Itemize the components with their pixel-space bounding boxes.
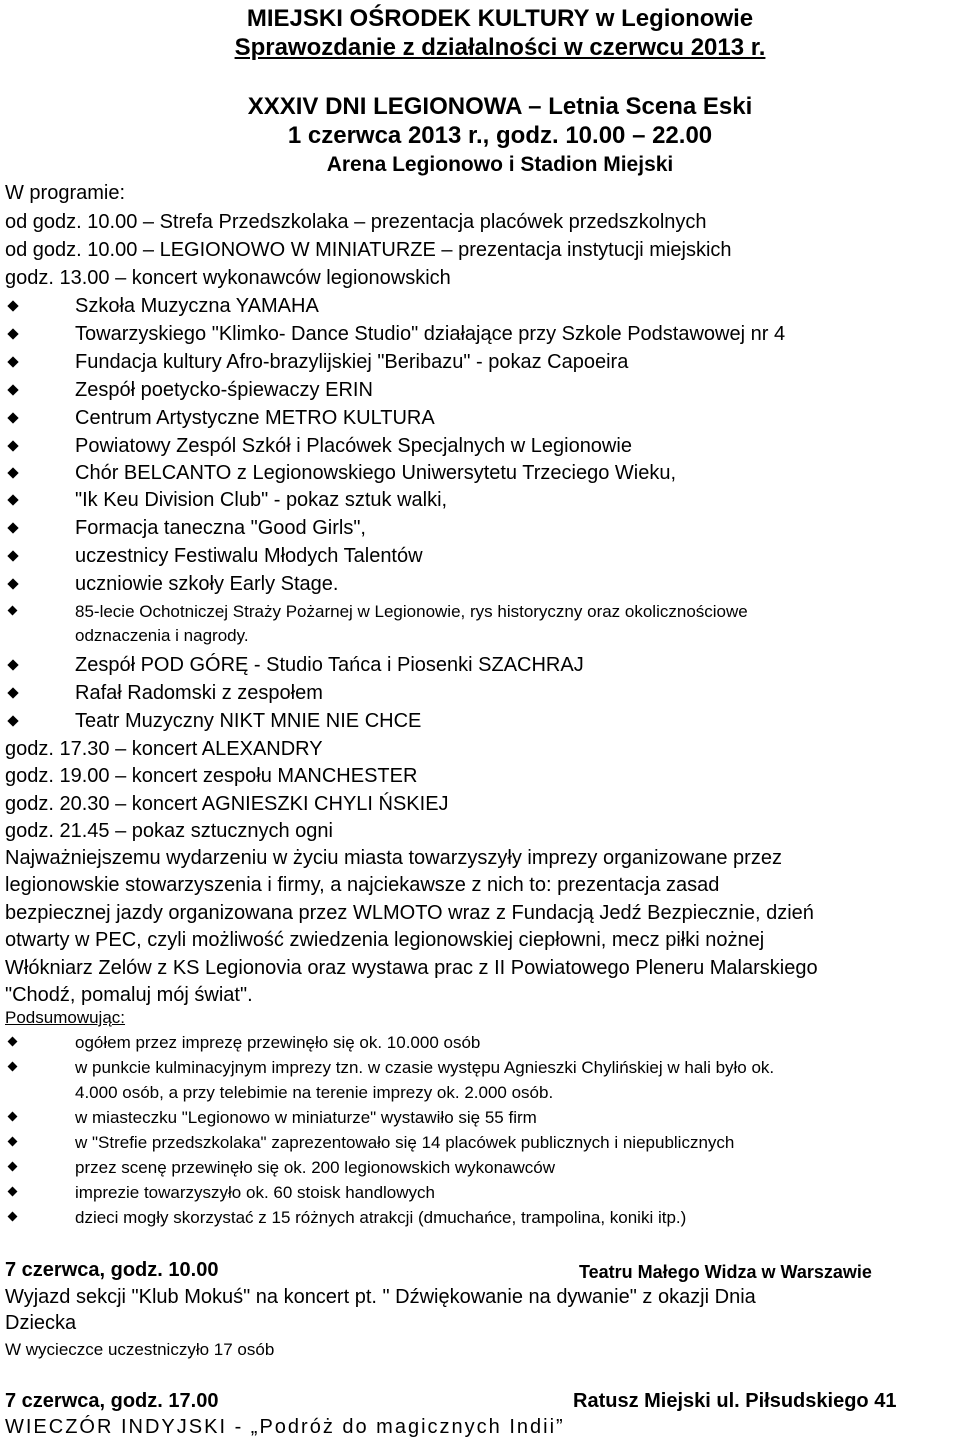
bullet-icon bbox=[8, 1062, 18, 1072]
report-title: Sprawozdanie z działalności w czerwcu 2013 r. bbox=[234, 34, 766, 61]
program-line: godz. 21.45 – pokaz sztucznych ogni bbox=[5, 820, 333, 842]
event2-date: 7 czerwca, godz. 10.00 bbox=[5, 1259, 219, 1281]
program-line: godz. 20.30 – koncert AGNIESZKI CHYLI ŃSKIEJ bbox=[5, 793, 449, 815]
program-label: W programie: bbox=[5, 182, 126, 204]
program-line: godz. 13.00 – koncert wykonawców legionowskich bbox=[5, 267, 451, 289]
program-line: od godz. 10.00 – LEGIONOWO W MINIATURZE – prezentacja instytucji miejskich bbox=[5, 239, 732, 261]
bullet-icon bbox=[8, 1137, 18, 1147]
bullet-icon bbox=[7, 687, 18, 698]
event-title: XXXIV DNI LEGIONOWA – Letnia Scena Eski bbox=[247, 93, 753, 120]
event3-date: 7 czerwca, godz. 17.00 bbox=[5, 1390, 219, 1412]
bullet-icon bbox=[8, 1187, 18, 1197]
bullet-icon bbox=[8, 606, 18, 616]
bullet-icon bbox=[7, 300, 18, 311]
summary-label: Podsumowując: bbox=[5, 1008, 126, 1027]
event2-desc: Wyjazd sekcji "Klub Mokuś" na koncert pt. " Dźwiękowanie na dywanie" z okazji Dnia bbox=[5, 1286, 756, 1308]
event-date: 1 czerwca 2013 r., godz. 10.00 – 22.00 bbox=[287, 122, 713, 149]
bullet-icon bbox=[7, 494, 18, 505]
bullet-icon bbox=[8, 1112, 18, 1122]
program-line: godz. 19.00 – koncert zespołu MANCHESTER bbox=[5, 765, 418, 787]
bullet-icon bbox=[7, 715, 18, 726]
bullet-icon bbox=[7, 328, 18, 339]
bullet-icon bbox=[7, 440, 18, 451]
program-line: od godz. 10.00 – Strefa Przedszkolaka – prezentacja placówek przedszkolnych bbox=[5, 211, 707, 233]
bullet-icon bbox=[7, 384, 18, 395]
event-header bbox=[200, 92, 800, 179]
event2-participants: W wycieczce uczestniczyło 17 osób bbox=[5, 1340, 275, 1359]
bullet-icon bbox=[7, 412, 18, 423]
bullet-icon bbox=[8, 1212, 18, 1222]
bullet-icon bbox=[7, 522, 18, 533]
bullet-icon bbox=[7, 578, 18, 589]
bullet-icon bbox=[7, 467, 18, 478]
events-paragraph: Najważniejszemu wydarzeniu w życiu miasta towarzyszyły imprezy organizowane przez legionowskie stowarzyszenia i firmy, a najciekawsze z nich to: prezentacja zasad bezpiecznej jazdy organizowana przez WLMOTO wraz z Fundacją Jedź Bezpiecznie, dzień otwarty w PEC, czyli możliwość zwiedzenia legionowskiej ciepłowni, mecz piłki nożnej Włókniarz Zelów z KS Legionovia oraz wystawa prac z II Powiatowego Pleneru Malarskiego "Chodź, pomaluj mój świat". bbox=[5, 847, 818, 1007]
bullet-icon bbox=[8, 1037, 18, 1047]
event2-desc: Dziecka bbox=[5, 1312, 77, 1334]
program-line: godz. 17.30 – koncert ALEXANDRY bbox=[5, 738, 323, 760]
report-header bbox=[200, 4, 800, 62]
bullet-icon bbox=[8, 1162, 18, 1172]
org-title: MIEJSKI OŚRODEK KULTURY w Legionowie bbox=[246, 5, 754, 32]
event3-place: Ratusz Miejski ul. Piłsudskiego 41 bbox=[573, 1390, 897, 1412]
bullet-icon bbox=[7, 356, 18, 367]
event2-place: Teatru Małego Widza w Warszawie bbox=[579, 1262, 872, 1282]
event3-title: WIECZÓR INDYJSKI - „Podróż do magicznych Indii” bbox=[5, 1416, 565, 1438]
bullet-icon bbox=[7, 550, 18, 561]
event-place: Arena Legionowo i Stadion Miejski bbox=[326, 153, 674, 176]
bullet-icon bbox=[7, 659, 18, 670]
